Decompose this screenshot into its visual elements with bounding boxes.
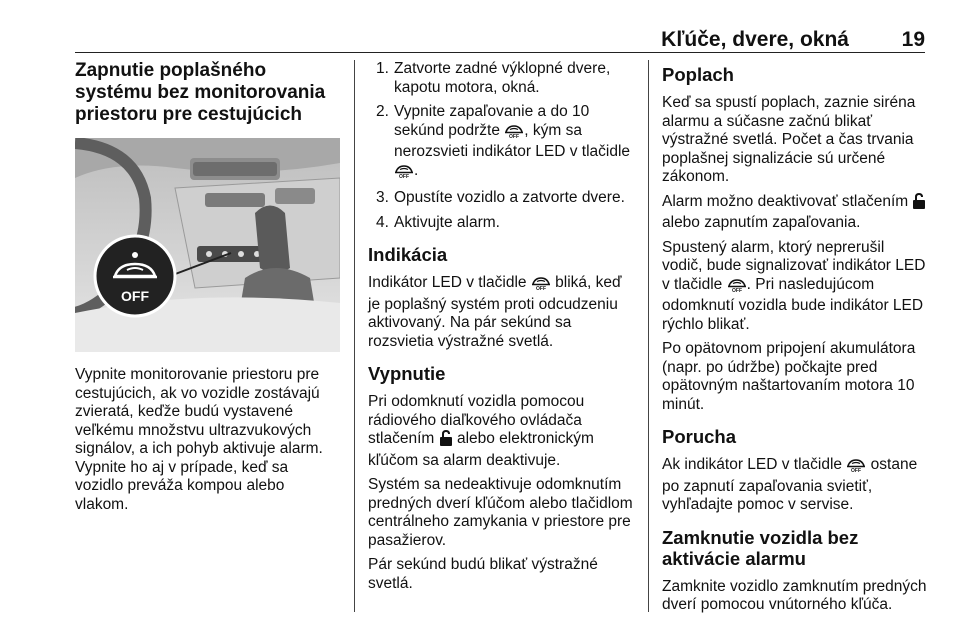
svg-text:OFF: OFF <box>399 173 409 178</box>
column-divider-1 <box>354 60 355 612</box>
section-title-indikacia: Indikácia <box>368 244 448 265</box>
list-item: 4. Aktivujte alarm. <box>376 213 500 231</box>
indikacia-text: Indikátor LED v tlačidle OFF bliká, keď je poplašný systém proti odcudzeniu aktivovaný. Na pár sekúnd sa rozsvietia výstražné svetlá. <box>368 274 622 350</box>
poplach-text-3: Spustený alarm, ktorý neprerušil vodič, bude signalizovať indikátor LED v tlačidle OFF . Pri nasledujúcom odomknutí vozidla bude indikátor LED rýchlo blikať. <box>662 238 926 333</box>
section-title-zamknutie: Zamknutie vozidla bez aktivácie alarmu <box>662 526 859 569</box>
figure-off-label: OFF <box>121 288 149 304</box>
svg-text:OFF: OFF <box>851 468 862 472</box>
alarm-off-icon <box>394 162 414 184</box>
interior-console-figure <box>75 138 340 352</box>
alarm-off-icon <box>531 274 551 296</box>
alarm-off-icon <box>846 456 866 478</box>
page-number: 19 <box>901 28 925 51</box>
poplach-text-1: Keď sa spustí poplach, zaznie siréna alarmu a súčasne začnú blikať výstražné svetlá. Počet a čas trvania poplašnej signalizácie sú určené zákonom. <box>662 94 916 185</box>
col1-body-text: Vypnite monitorovanie priestoru pre cestujúcich, ak vo vozidle zostávajú zvieratá, keďže budú vystavené veľkému množstvu ultrazvukových signálov, a ich pohyb aktivuje alarm. Vypnite ho aj v prípade, keď sa vozidlo preváža kompou alebo vlakom. <box>75 366 323 513</box>
column-2 <box>368 60 636 599</box>
unlock-icon <box>912 193 926 215</box>
steps-list <box>368 60 636 232</box>
svg-text:OFF: OFF <box>535 286 546 290</box>
section-heading-alarm-without-interior: Zapnutie poplašného systému bez monitorovania priestoru pre cestujúcich <box>75 60 326 125</box>
vypnutie-text-1: Pri odomknutí vozidla pomocou rádiového diaľkového ovládača stlačením alebo elektronickým kľúčom sa alarm deaktivuje. <box>368 393 594 469</box>
vypnutie-text-3: Pár sekúnd budú blikať výstražné svetlá. <box>368 556 598 592</box>
unlock-icon <box>439 430 453 452</box>
vypnutie-text-2: Systém sa nedeaktivuje odomknutím predných dverí kľúčom alebo tlačidlom centrálneho zamykania v priestore pre pasažierov. <box>368 476 633 549</box>
column-divider-2 <box>648 60 649 612</box>
console-illustration <box>75 138 340 352</box>
section-title-poplach: Poplach <box>662 64 734 85</box>
poplach-text-4: Po opätovnom pripojení akumulátora (napr. po údržbe) počkajte pred opätovným naštartovaním motora 10 minút. <box>662 340 916 413</box>
list-item: 3. Opustíte vozidlo a zatvorte dvere. <box>376 189 625 206</box>
zamknutie-text: Zamknite vozidlo zamknutím predných dverí pomocou vnútorného kľúča. <box>662 577 927 613</box>
poplach-text-2: Alarm možno deaktivovať stlačením alebo zapnutím zapaľovania. <box>662 193 927 233</box>
porucha-text: Ak indikátor LED v tlačidle OFF ostane po zapnutí zapaľovania svietiť, vyhľadajte pomoc v servise. <box>662 456 918 513</box>
list-item: 2. Vypnite zapaľovanie a do 10 sekúnd podržte OFF , kým sa nerozsvieti indikátor LED v tlačidle OFF . <box>368 103 636 183</box>
list-item: 1. Zatvorte zadné výklopné dvere, kapotu motora, okná. <box>376 60 611 96</box>
svg-text:OFF: OFF <box>731 287 742 292</box>
column-3 <box>662 60 927 621</box>
section-title-vypnutie: Vypnutie <box>368 363 446 384</box>
page-title: Kľúče, dvere, okná <box>661 28 849 51</box>
alarm-off-icon <box>504 122 524 144</box>
section-title-porucha: Porucha <box>662 426 737 447</box>
page-header <box>75 24 925 53</box>
alarm-off-icon <box>727 276 747 298</box>
column-1 <box>75 60 340 520</box>
svg-text:OFF: OFF <box>509 133 520 138</box>
